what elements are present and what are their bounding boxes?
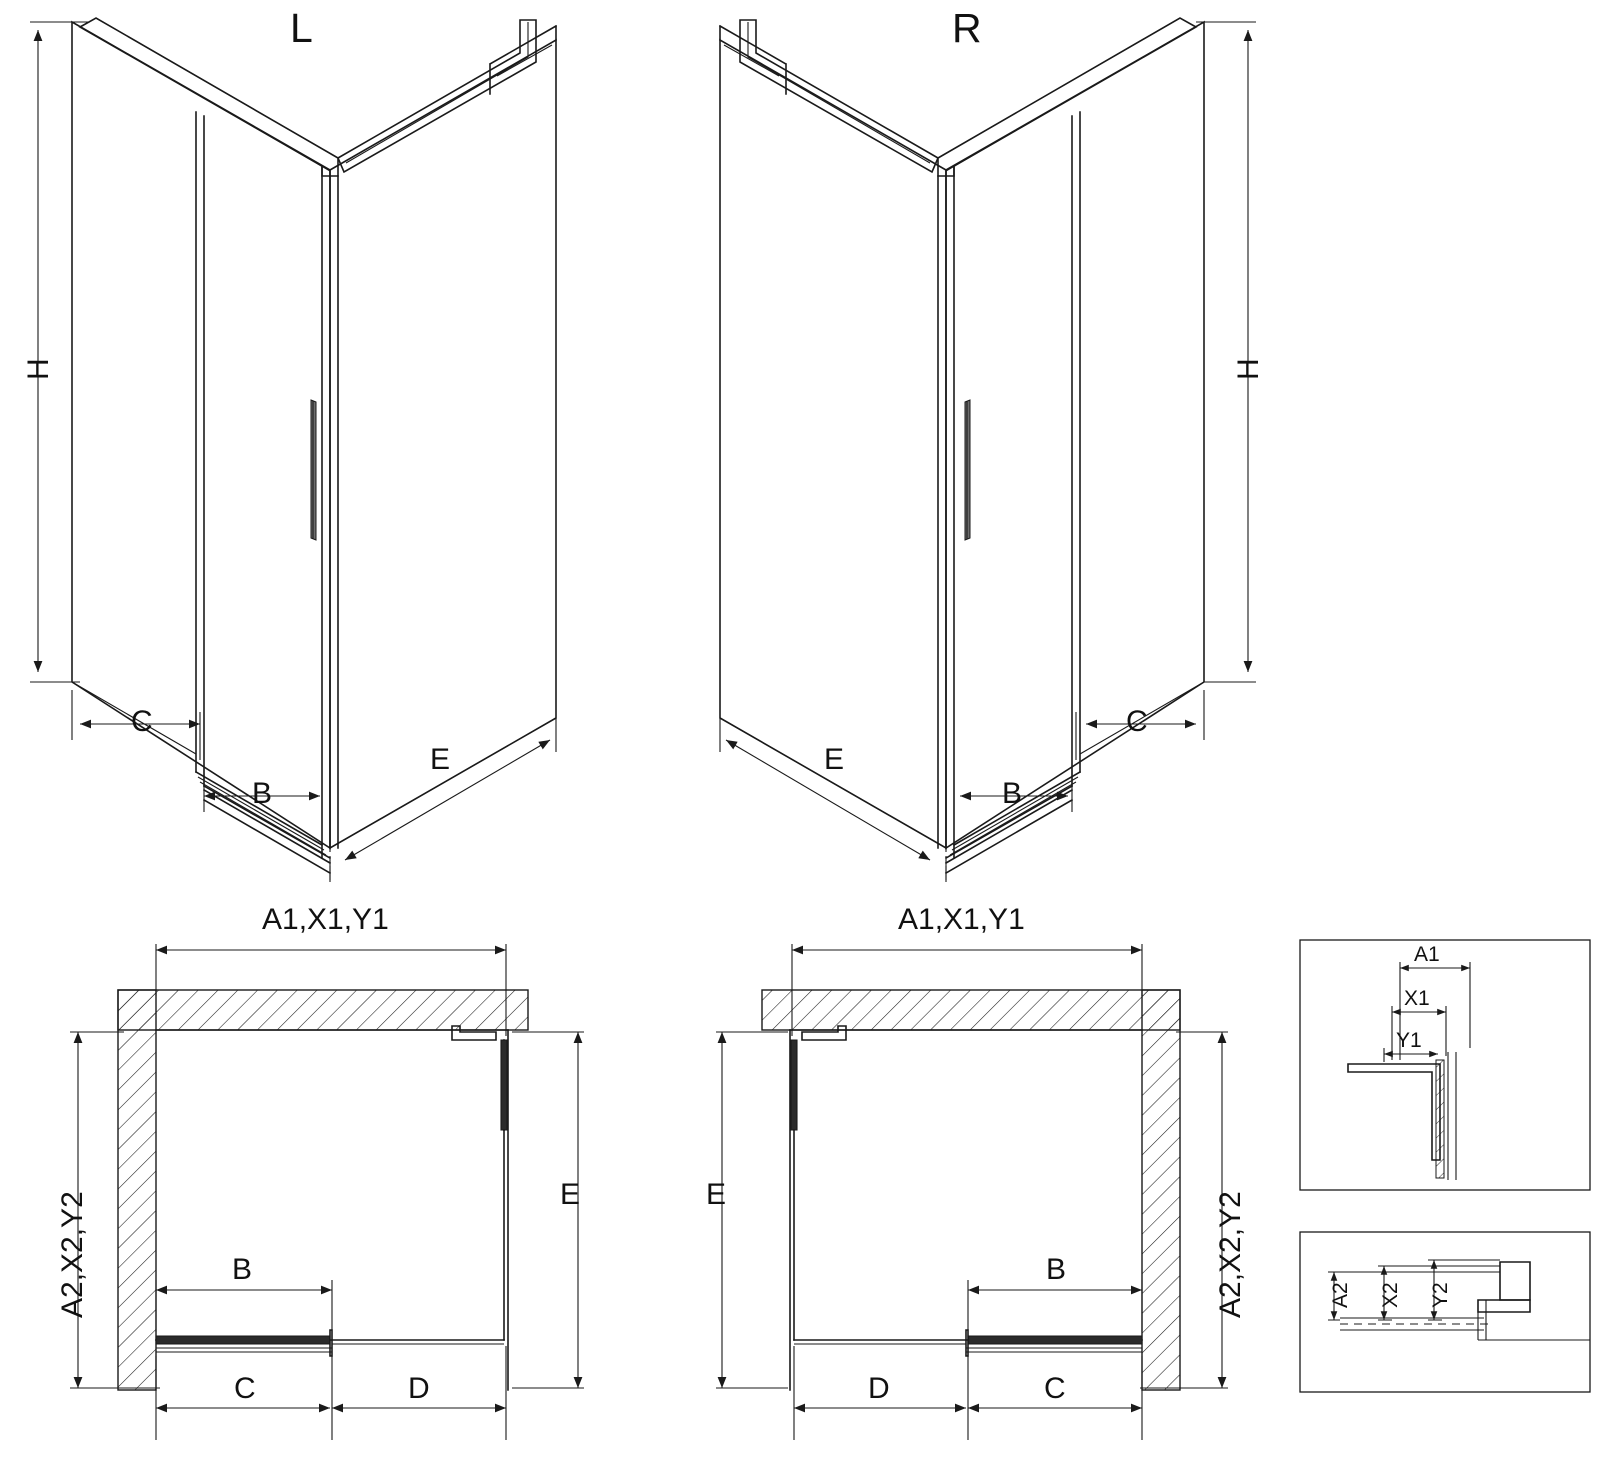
plan-left-label-d: D	[408, 1372, 430, 1405]
plan-left-view	[70, 944, 584, 1440]
plan-right-label-d: D	[868, 1372, 890, 1405]
plan-right-label-b: B	[1046, 1253, 1067, 1286]
detail-top-label-a1: A1	[1414, 943, 1440, 966]
view-title-right: R	[952, 5, 982, 51]
iso-left-label-e: E	[430, 743, 451, 776]
iso-right-label-b: B	[1002, 777, 1023, 810]
detail-top-label-x1: X1	[1404, 987, 1430, 1010]
iso-left-view	[30, 18, 556, 882]
iso-right-label-c: C	[1126, 705, 1148, 738]
iso-left-label-h: H	[22, 358, 55, 380]
plan-left-label-a2x2y2: A2,X2,Y2	[56, 1191, 89, 1318]
plan-left-label-c: C	[234, 1372, 256, 1405]
iso-right-label-h: H	[1232, 358, 1265, 380]
plan-right-label-a2x2y2: A2,X2,Y2	[1214, 1191, 1247, 1318]
plan-right-label-c: C	[1044, 1372, 1066, 1405]
iso-left-label-c: C	[131, 705, 153, 738]
plan-left-label-b: B	[232, 1253, 253, 1286]
detail-bottom-label-a2: A2	[1329, 1282, 1352, 1308]
detail-bottom-label-y2: Y2	[1429, 1282, 1452, 1308]
plan-right-label-e: E	[706, 1178, 727, 1211]
plan-right-view	[716, 944, 1228, 1440]
detail-top-label-y1: Y1	[1396, 1029, 1422, 1052]
iso-left-label-b: B	[252, 777, 273, 810]
plan-right-label-a1x1y1: A1,X1,Y1	[898, 903, 1025, 936]
iso-right-view	[720, 18, 1256, 882]
iso-right-label-e: E	[824, 743, 845, 776]
plan-left-label-a1x1y1: A1,X1,Y1	[262, 903, 389, 936]
plan-left-label-e: E	[560, 1178, 581, 1211]
detail-top-view	[1300, 940, 1590, 1190]
detail-bottom-label-x2: X2	[1379, 1282, 1402, 1308]
detail-bottom-view	[1300, 1232, 1590, 1392]
view-title-left: L	[290, 5, 313, 51]
